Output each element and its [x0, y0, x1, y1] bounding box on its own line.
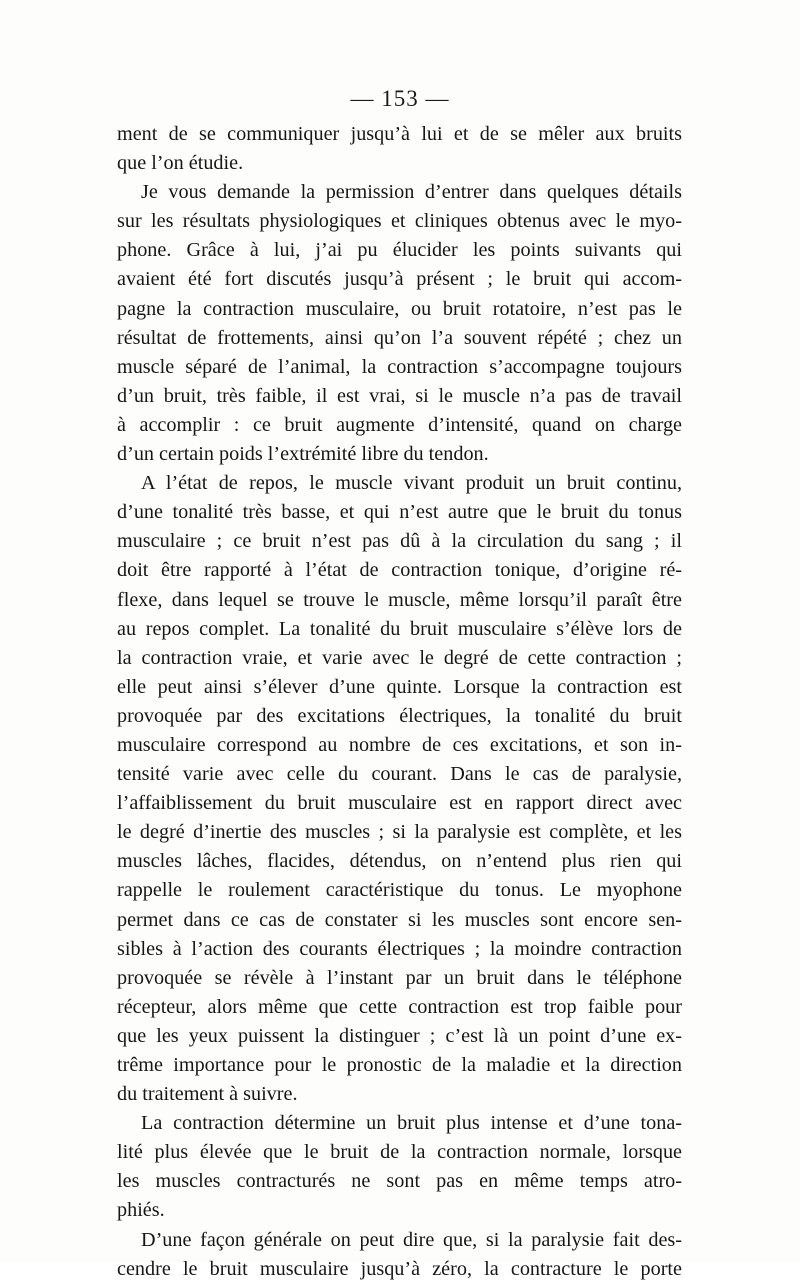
text-line: résultat de frottements, ainsi qu’on l’a souvent répété ; chez un — [117, 326, 682, 349]
text-line: permet dans ce cas de constater si les muscles sont encore sen- — [117, 908, 682, 931]
text-line: à accomplir : ce bruit augmente d’intensité, quand on charge — [117, 413, 682, 436]
page-number: — 153 — — [350, 86, 450, 111]
text-line: du traitement à suivre. — [117, 1083, 298, 1106]
text-line: d’une tonalité très basse, et qui n’est autre que le bruit du tonus — [117, 501, 682, 524]
text-line: phiés. — [117, 1199, 165, 1222]
text-line: le degré d’inertie des muscles ; si la paralysie est complète, et les — [117, 821, 682, 844]
text-line: La contraction détermine un bruit plus intense et d’une tona- — [141, 1112, 682, 1135]
text-line: rappelle le roulement caractéristique du tonus. Le myophone — [117, 879, 682, 902]
text-line: lité plus élevée que le bruit de la contraction normale, lorsque — [117, 1141, 682, 1164]
text-line: muscle séparé de l’animal, la contraction s’accompagne toujours — [117, 355, 682, 378]
text-line: pagne la contraction musculaire, ou bruit rotatoire, n’est pas le — [117, 297, 682, 320]
text-line: d’un certain poids l’extrémité libre du tendon. — [117, 443, 489, 466]
text-line: ment de se communiquer jusqu’à lui et de se mêler aux bruits — [117, 123, 682, 145]
text-line: phone. Grâce à lui, j’ai pu élucider les points suivants qui — [117, 239, 682, 262]
text-line: sur les résultats physiologiques et cliniques obtenus avec le myo- — [117, 210, 682, 233]
text-line: D’une façon générale on peut dire que, si la paralysie fait des- — [141, 1228, 682, 1251]
text-line: que les yeux puissent la distinguer ; c’est là un point d’une ex- — [117, 1024, 682, 1047]
text-line: provoquée se révèle à l’instant par un bruit dans le téléphone — [117, 966, 682, 989]
text-line: elle peut ainsi s’élever d’une quinte. Lorsque la contraction est — [117, 675, 682, 698]
text-line: provoquée par des excitations électriques, la tonalité du bruit — [117, 704, 682, 727]
text-line: les muscles contracturés ne sont pas en même temps atro- — [117, 1170, 682, 1193]
text-line: Je vous demande la permission d’entrer dans quelques détails — [141, 181, 682, 204]
text-line: doit être rapporté à l’état de contraction tonique, d’origine ré- — [117, 559, 682, 582]
text-line: muscles lâches, flacides, détendus, on n’entend plus rien qui — [117, 850, 682, 873]
body-text — [117, 120, 682, 1284]
text-line: sibles à l’action des courants électriques ; la moindre contraction — [117, 937, 682, 960]
text-line: que l’on étudie. — [117, 152, 244, 175]
text-line: flexe, dans lequel se trouve le muscle, même lorsqu’il paraît être — [117, 588, 682, 611]
text-line: récepteur, alors même que cette contraction est trop faible pour — [117, 995, 682, 1018]
text-line: au repos complet. La tonalité du bruit musculaire s’élève lors de — [117, 617, 682, 640]
text-line: cendre le bruit musculaire jusqu’à zéro, la contracture le porte — [117, 1257, 682, 1280]
text-line: l’affaiblissement du bruit musculaire est en rapport direct avec — [117, 792, 682, 815]
text-line: trême importance pour le pronostic de la maladie et la direction — [117, 1054, 682, 1076]
text-line: avaient été fort discutés jusqu’à présent ; le bruit qui accom- — [117, 268, 682, 291]
text-line: A l’état de repos, le muscle vivant produit un bruit continu, — [141, 472, 682, 495]
text-line: d’un bruit, très faible, il est vrai, si le muscle n’a pas de travail — [117, 384, 682, 407]
text-line: musculaire correspond au nombre de ces excitations, et son in- — [117, 733, 682, 756]
text-line: la contraction vraie, et varie avec le degré de cette contraction ; — [117, 646, 682, 669]
text-line: tensité varie avec celle du courant. Dans le cas de paralysie, — [117, 763, 682, 786]
text-line: musculaire ; ce bruit n’est pas dû à la circulation du sang ; il — [117, 530, 682, 553]
